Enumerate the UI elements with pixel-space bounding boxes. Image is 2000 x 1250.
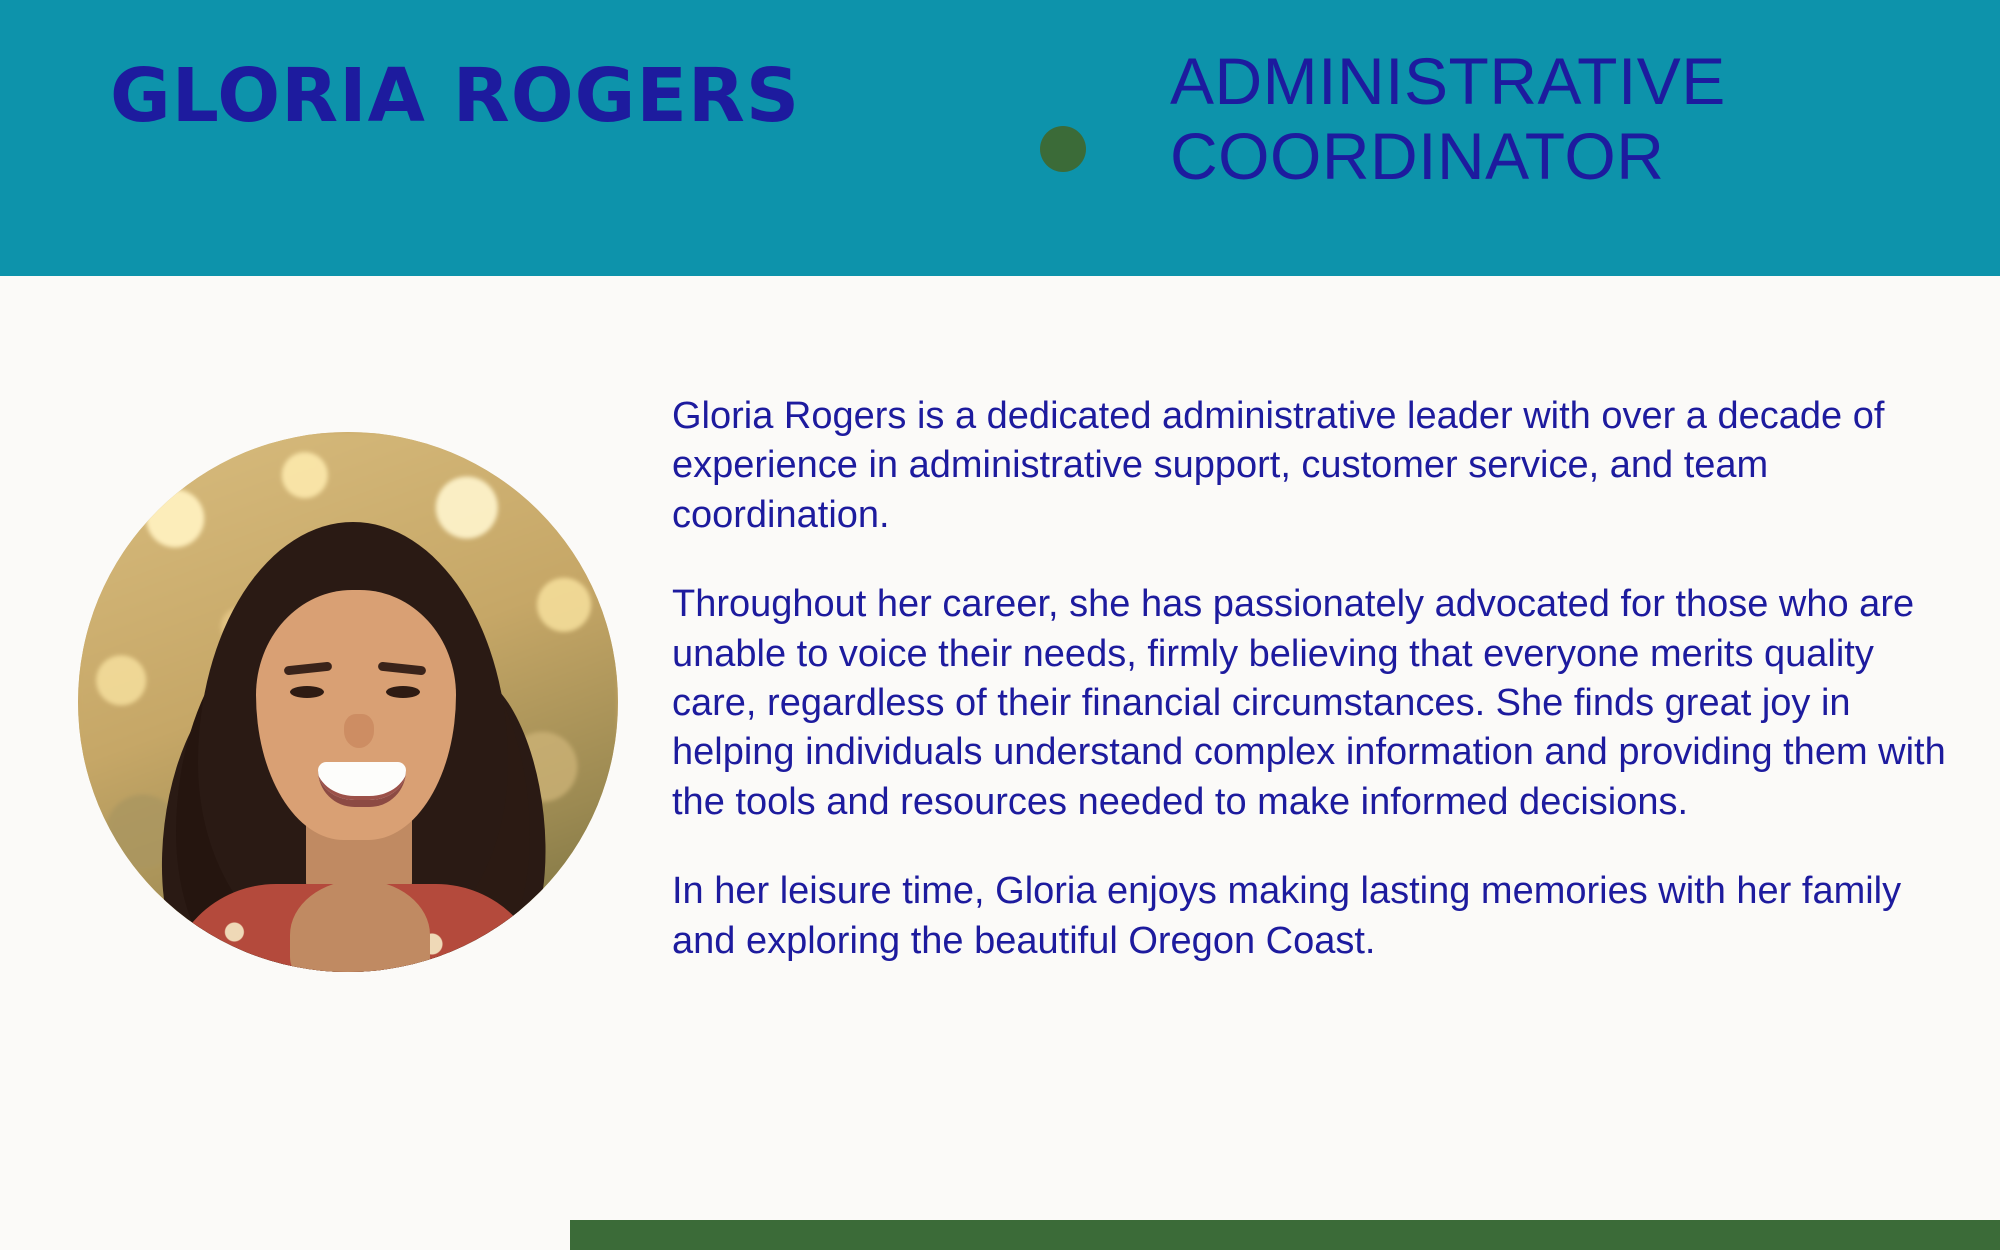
portrait-eye-left — [290, 686, 324, 698]
bullet-dot-icon — [1040, 126, 1086, 172]
bio-paragraph-3: In her leisure time, Gloria enjoys making lasting memories with her family and exploring the beautiful Oregon Coast. — [672, 870, 1902, 962]
portrait-nose — [344, 714, 374, 748]
header-band — [0, 0, 2000, 276]
role-subtitle: ADMINISTRATIVE COORDINATOR — [1170, 44, 1726, 194]
footer-accent-bar — [570, 1220, 2000, 1250]
portrait-photo — [78, 432, 618, 972]
bio-text — [672, 392, 1952, 966]
page-title: GLORIA ROGERS — [110, 53, 801, 139]
portrait-eye-right — [386, 686, 420, 698]
bio-paragraph-2: Throughout her career, she has passionately advocated for those who are unable to voice their needs, firmly believing that everyone merits quality care, regardless of their financial circumstances. She finds great joy in helping individuals understand complex information and providing them with the tools and resources needed to make informed decisions. — [672, 583, 1946, 823]
bio-paragraph-1: Gloria Rogers is a dedicated administrative leader with over a decade of experience in administrative support, customer service, and team coordination. — [672, 395, 1885, 536]
avatar — [78, 432, 618, 972]
